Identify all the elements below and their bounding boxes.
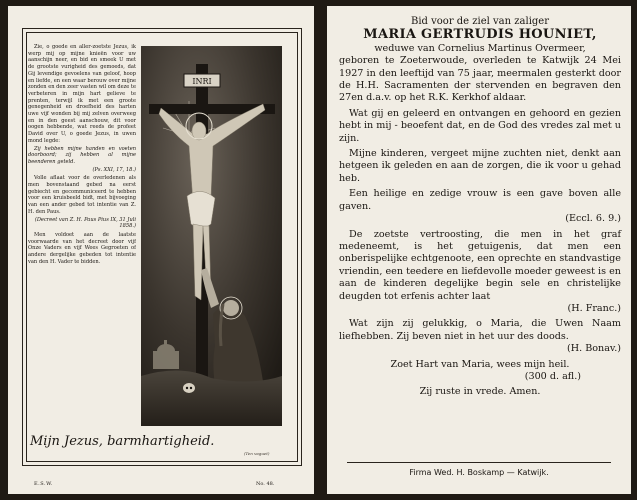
closing-prayer: Zoet Hart van Maria, wees mijn heil. [390,358,570,370]
memorial-paragraph [339,188,621,225]
memorial-paragraph-text: De zoetste vertroosting, die men in het graf medeneemt, is het getuigenis, dat men een onberispelijke echtgenoote, een oprechte en standvastige vriendin, een teedere en liefdevolle moeder geweest is en aan de kinderen degelijke begin sele en christelijke deugden tot erfenis achter laat [339,228,621,302]
memorial-reference: (Eccl. 6. 9.) [565,213,621,225]
printer-imprint: Firma Wed. H. Boskamp — Katwijk. [409,468,549,477]
memorial-reference: (H. Bonav.) [566,343,621,355]
footer-divider [347,462,611,463]
memorial-paragraph-text: Wat gij en geleerd en ontvangen en gehoord en gezien hebt in mij - beoefent dat, en de God des vredes zal met u zijn. [339,107,621,144]
biography [339,43,621,105]
memorial-paragraph-text: Mijne kinderen, vergeet mijne zuchten niet, denkt aan hetgeen ik geleden en aan de zorgen, die ik voor u gehad heb. [339,148,621,184]
invocation-title: Mijn Jezus, barmhartigheid. [30,434,215,449]
prayer-citation-decree: (Decreet van Z. H. Paus Pius IX, 31 Juli 1858.) [34,216,136,230]
prayer-quote: Zij hebben mijne handen en voeten doorboord; zij hebben al mijne beenderen geteld. [28,145,136,165]
memorial-paragraph [339,318,621,355]
biography-line-1: weduwe van Cornelius Martinus Overmeer, [374,42,586,54]
prayer-card-front [8,6,314,494]
memorial-reference: (H. Franc.) [567,302,621,314]
closing-indulgence: (300 d. afl.) [524,370,581,382]
card-number: No. 48. [256,481,275,487]
prayer-citation-psalm: (Ps. XXI, 17, 18.) [92,166,136,173]
biography-line-2: geboren te Zoeterwoude, overleden te Katwijk 24 Mei 1927 in den leeftijd van 75 jaar, meermalen gesterkt door de H.H. Sacramenten der stervenden en begraven den 27en d.a.v. op het R.K. Kerkhof aldaar. [339,55,621,104]
inri-plaque: INRI [192,77,212,86]
prayer-paragraph-3: Men voldoet aan de laatste voorwaarde van het decreet door vijf Onze Vaders en vijf Wees Gegroeten of andere dergelijke gebeden tot intentie van den H. Vader te bidden. [28,231,136,265]
memorial-paragraph-text: Een heilige en zedige vrouw is een gave boven alle gaven. [339,188,621,212]
publisher-mark: E.S.W. [34,481,53,487]
prayer-text [28,44,136,410]
prayer-paragraph-2: Volle aflaat voor de overledenen als men bovenstaand gebed na eerst gebiecht en gecommuniceerd te hebben voor een kruisbeeld bidt, met bijvoeging van een ander gebed tot intentie van Z. H. den Paus. [28,175,136,215]
memorial-paragraph [339,108,621,145]
intro-line: Bid voor de ziel van zaliger [411,16,549,27]
rest-in-peace: Zij ruste in vrede. Amen. [419,386,541,398]
prayer-paragraph-1: Zie, o goede en aller-zoetste Jezus, ik werp mij op mijne knieën voor uw aanschijn neer, en bid en smeek U met de grootste vurigheid des gemoeds, dat Gij levendige gevoelens van geloof, hoop en liefde, en een waar berouw over mijne zonden en den zeer vasten wil om deze te verbeteren in mijn hart gelieve te prenten, terwijl ik met een groote genegenheid en droefheid des harten uwe vijf wonden bij mij zelven overweeg en in den geest aanschouw, dit voor oogen hebbende, wat reeds de profeet David over U, o goede Jezus, in uwen mond legde: [28,44,136,144]
invocation-note: (Ten vaguet) [244,451,270,456]
memorial-text [339,16,621,399]
memorial-paragraph-text: Wat zijn zij gelukkig, o Maria, die Uwen Naam liefhebben. Zij beven niet in het uur des doods. [339,318,621,342]
memorial-paragraph [339,229,621,316]
memorial-paragraph [339,148,621,185]
deceased-name: MARIA GERTRUDIS HOUNIET, [363,27,597,43]
prayer-card-back [327,6,631,494]
crucifixion-illustration [141,46,282,426]
